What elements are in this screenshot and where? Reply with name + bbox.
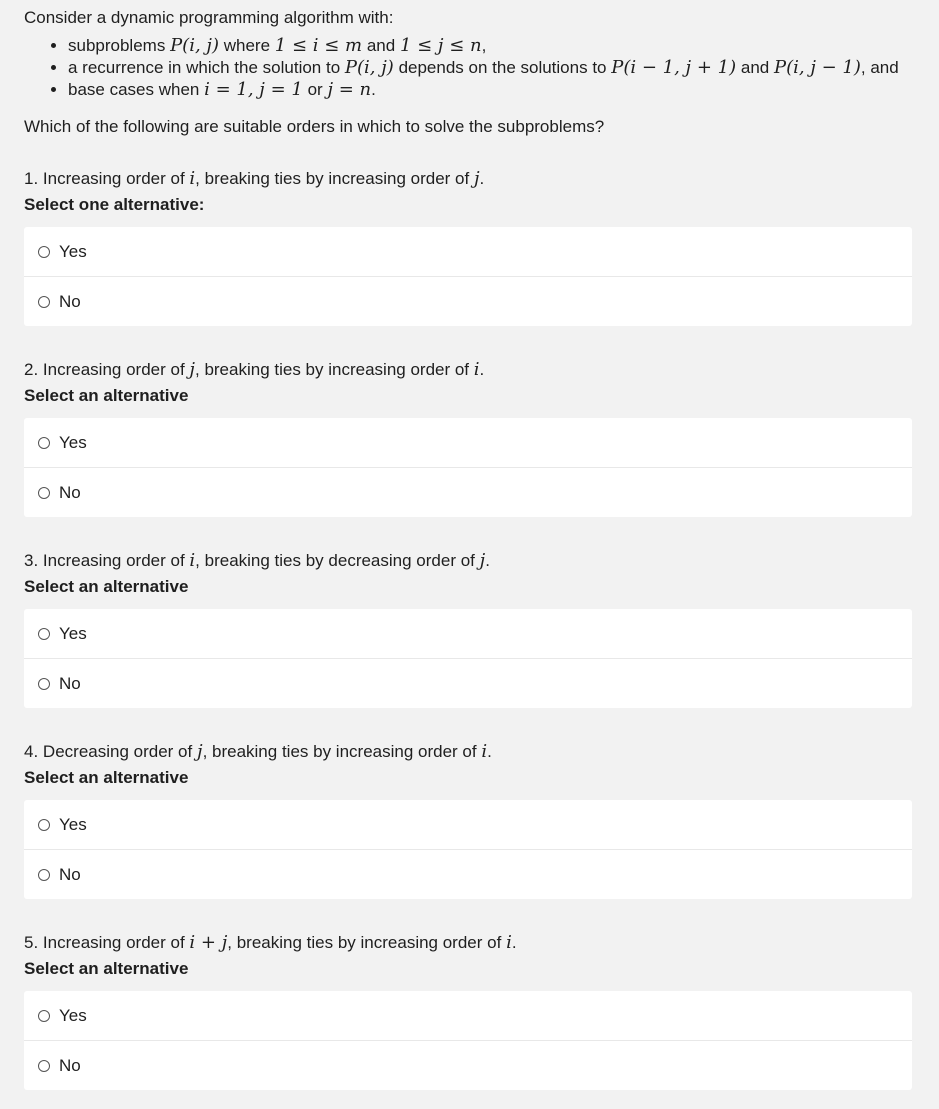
radio-button[interactable]: [38, 628, 50, 640]
text: Increasing order of: [42, 551, 185, 570]
radio-button[interactable]: [38, 1060, 50, 1072]
question-4: [24, 741, 912, 899]
math-expr: i = 1, j = 1: [204, 79, 303, 100]
answer-options: [24, 418, 912, 517]
text: , breaking ties by decreasing order of: [195, 551, 475, 570]
option-label: Yes: [59, 241, 87, 261]
question-instruction: Select one alternative:: [24, 195, 205, 214]
question-5: [24, 932, 912, 1090]
math-var: i + j: [189, 932, 228, 953]
question-instruction: Select an alternative: [24, 768, 189, 787]
text: 1.: [24, 169, 39, 188]
radio-button[interactable]: [38, 869, 50, 881]
option-label: Yes: [59, 814, 87, 834]
text: Increasing order of: [42, 933, 185, 952]
condition-subproblems: [68, 35, 912, 57]
math-var: j: [189, 359, 195, 380]
question-title: [24, 741, 912, 763]
answer-options: [24, 800, 912, 899]
option-yes[interactable]: [24, 800, 912, 849]
math-var: i: [189, 550, 196, 571]
math-expr: P(i − 1, j + 1): [611, 57, 737, 78]
text: and: [740, 58, 770, 77]
math-var: j: [473, 168, 480, 189]
text: Increasing order of: [42, 169, 185, 188]
question-prompt: Which of the following are suitable orders in which to solve the subproblems?: [24, 117, 605, 136]
math-var: i: [189, 168, 196, 189]
text: , breaking ties by increasing order of: [195, 360, 470, 379]
option-label: No: [59, 864, 81, 884]
radio-button[interactable]: [38, 296, 50, 308]
option-label: Yes: [59, 1005, 87, 1025]
math-var: j: [196, 741, 203, 762]
radio-button[interactable]: [38, 1010, 50, 1022]
option-yes[interactable]: [24, 609, 912, 658]
text: 4.: [24, 742, 39, 761]
text: and: [366, 36, 396, 55]
math-expr: 1 ≤ i ≤ m: [274, 35, 363, 56]
text: where: [223, 36, 271, 55]
question-3: [24, 550, 912, 708]
option-yes[interactable]: [24, 991, 912, 1040]
intro-text: Consider a dynamic programming algorithm with:: [24, 8, 394, 27]
option-yes[interactable]: [24, 418, 912, 467]
option-no[interactable]: [24, 658, 912, 708]
text: or: [307, 80, 323, 99]
condition-base-cases: [68, 79, 912, 101]
text: , breaking ties by increasing order of: [202, 742, 477, 761]
option-label: No: [59, 482, 81, 502]
math-expr: P(i, j): [170, 35, 219, 56]
answer-options: [24, 609, 912, 708]
text: .: [479, 169, 485, 188]
text: ,: [481, 36, 487, 55]
option-no[interactable]: [24, 1040, 912, 1090]
option-label: No: [59, 673, 81, 693]
text: , breaking ties by increasing order of: [227, 933, 502, 952]
text: .: [511, 933, 517, 952]
text: .: [479, 360, 485, 379]
text: 3.: [24, 551, 39, 570]
question-instruction: Select an alternative: [24, 959, 189, 978]
math-expr: P(i, j − 1): [773, 57, 861, 78]
math-expr: 1 ≤ j ≤ n: [399, 35, 482, 56]
question-title: [24, 359, 912, 381]
answer-options: [24, 227, 912, 326]
text: depends on the solutions to: [398, 58, 607, 77]
text: , and: [860, 58, 899, 77]
math-var: i: [473, 359, 480, 380]
option-label: Yes: [59, 432, 87, 452]
option-label: Yes: [59, 623, 87, 643]
question-title: [24, 932, 912, 954]
condition-recurrence: [68, 57, 912, 79]
option-label: No: [59, 291, 81, 311]
answer-options: [24, 991, 912, 1090]
radio-button[interactable]: [38, 819, 50, 831]
conditions-list: [24, 35, 912, 101]
option-yes[interactable]: [24, 227, 912, 276]
math-expr: j = n: [327, 79, 372, 100]
text: base cases when: [68, 80, 200, 99]
text: a recurrence in which the solution to: [68, 58, 341, 77]
question-1: [24, 168, 912, 326]
math-var: i: [481, 741, 488, 762]
radio-button[interactable]: [38, 246, 50, 258]
question-instruction: Select an alternative: [24, 386, 189, 405]
question-title: [24, 550, 912, 572]
radio-button[interactable]: [38, 437, 50, 449]
option-no[interactable]: [24, 276, 912, 326]
question-list: [24, 168, 912, 1090]
text: .: [371, 80, 376, 99]
question-2: [24, 359, 912, 517]
text: subproblems: [68, 36, 166, 55]
text: .: [485, 551, 490, 570]
question-title: [24, 168, 912, 190]
option-no[interactable]: [24, 467, 912, 517]
radio-button[interactable]: [38, 487, 50, 499]
text: , breaking ties by increasing order of: [195, 169, 470, 188]
text: 5.: [24, 933, 39, 952]
math-expr: P(i, j): [344, 57, 394, 78]
question-instruction: Select an alternative: [24, 577, 189, 596]
text: .: [487, 742, 492, 761]
text: 2.: [24, 360, 39, 379]
math-var: i: [506, 932, 512, 953]
option-no[interactable]: [24, 849, 912, 899]
radio-button[interactable]: [38, 678, 50, 690]
option-label: No: [59, 1055, 81, 1075]
text: Increasing order of: [42, 360, 185, 379]
text: Decreasing order of: [42, 742, 193, 761]
math-var: j: [479, 550, 486, 571]
